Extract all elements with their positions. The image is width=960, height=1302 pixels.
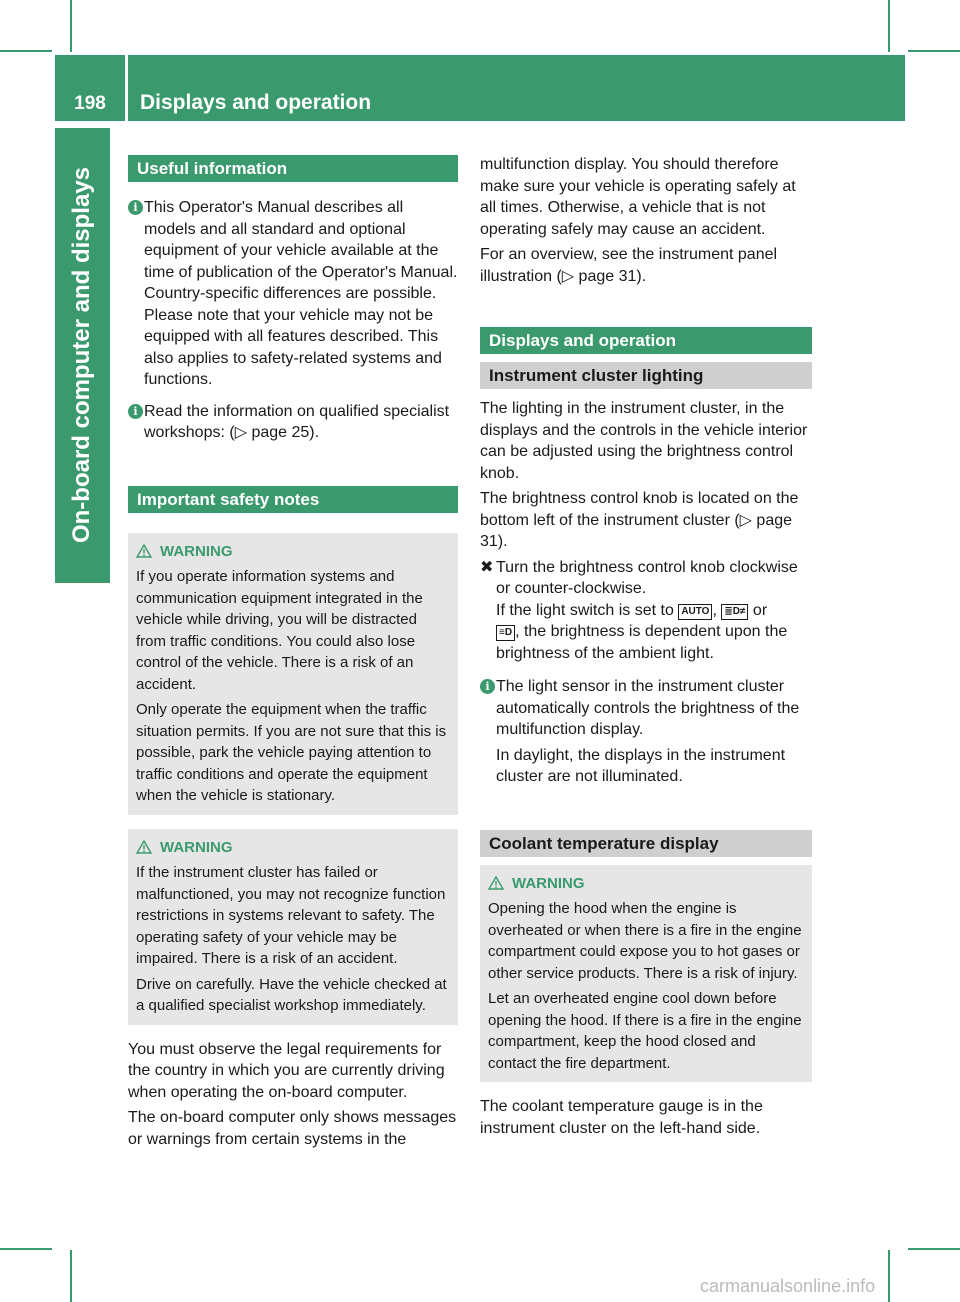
body-paragraph: You must observe the legal requirements for the country in which you are currently driving when operating the on-board computer. — [128, 1040, 445, 1101]
warning-triangle-icon — [488, 876, 504, 890]
warning-text: Drive on carefully. Have the vehicle checked at a qualified specialist workshop immediately. — [136, 975, 447, 1014]
warning-text: If the instrument cluster has failed or malfunctioned, you may not recognize function restrictions in systems relevant to safety. The operating safety of your vehicle may be impaired. There is a risk of an accident. — [136, 864, 446, 967]
info-note — [128, 197, 458, 391]
side-tab-label: On-board computer and displays — [68, 166, 95, 544]
crop-mark — [70, 1250, 72, 1302]
left-column — [128, 155, 458, 1154]
instruction-step: ✖ Turn the brightness control knob clockwise or counter-clockwise. If the light switch is set to AUTO , ≣D≠ or ≡D , the brightness is dependent upon the brightness of the ambient light. — [480, 558, 798, 662]
info-text: The light sensor in the instrument cluster automatically controls the brightness of the multifunction display. — [496, 678, 800, 738]
step-subtext: If the light switch is set to — [496, 601, 674, 619]
page-number: 198 — [74, 93, 106, 114]
info-icon: i — [480, 679, 495, 694]
info-icon: i — [128, 200, 143, 215]
section-heading-important-safety-notes: Important safety notes — [128, 486, 458, 513]
section-heading-useful-information: Useful information — [128, 155, 458, 182]
warning-triangle-icon — [136, 544, 152, 558]
section-heading-displays-and-operation: Displays and operation — [480, 327, 812, 354]
step-text: Turn the brightness control knob clockwise or counter-clockwise. — [496, 558, 798, 597]
warning-box — [480, 865, 812, 1083]
warning-title: WARNING — [136, 837, 450, 859]
crop-mark — [888, 1250, 890, 1302]
warning-text: Only operate the equipment when the traffic situation permits. If you are not sure that this is possible, park the vehicle paying attention to traffic conditions and operate the equipment when the vehicle is stationary. — [136, 701, 447, 804]
right-column — [480, 154, 812, 1143]
info-text: Read the information on qualified specialist workshops: (▷ page 25). — [144, 402, 450, 441]
step-arrow-icon: ✖ — [480, 558, 494, 576]
low-beam-symbol: ≡D — [496, 625, 515, 641]
warning-text: If you operate information systems and communication equipment integrated in the vehicle while driving, you will be distracted from traffic conditions. You could also lose control of the vehicle. There is a risk of an accident. — [136, 568, 423, 693]
page-header-title: Displays and operation — [140, 91, 372, 114]
crop-mark — [0, 1248, 52, 1250]
info-text: In daylight, the displays in the instrument cluster are not illuminated. — [496, 746, 786, 785]
subsection-heading-coolant-temperature-display: Coolant temperature display — [480, 830, 812, 857]
watermark: carmanualsonline.info — [700, 1276, 876, 1296]
warning-text: Let an overheated engine cool down before opening the hood. If there is a fire in the engine compartment, keep the hood closed and contact the fire department. — [488, 990, 802, 1072]
crop-mark — [908, 1248, 960, 1250]
body-paragraph: The coolant temperature gauge is in the instrument cluster on the left-hand side. — [480, 1098, 763, 1137]
crop-mark — [888, 0, 890, 52]
info-note — [480, 676, 812, 788]
body-paragraph: multifunction display. You should therefore make sure your vehicle is operating safely at all times. Otherwise, a vehicle that is not operating safely may cause an accident. — [480, 156, 796, 238]
step-subtext: , the brightness is dependent upon the brightness of the ambient light. — [496, 623, 788, 662]
warning-box — [128, 533, 458, 815]
warning-title: WARNING — [136, 541, 450, 563]
subsection-heading-instrument-cluster-lighting: Instrument cluster lighting — [480, 362, 812, 389]
warning-triangle-icon — [136, 840, 152, 854]
crop-mark — [70, 0, 72, 52]
warning-box — [128, 829, 458, 1025]
body-paragraph: The lighting in the instrument cluster, in the displays and the controls in the vehicle interior can be adjusted using the brightness control knob. — [480, 400, 808, 482]
auto-light-symbol: AUTO — [678, 604, 712, 620]
info-note — [128, 401, 458, 444]
warning-text: Opening the hood when the engine is overheated or when there is a fire in the engine compartment could expose you to hot gases or other service products. There is a risk of injury. — [488, 900, 802, 982]
crop-mark — [908, 50, 960, 52]
body-paragraph: The on-board computer only shows messages or warnings from certain systems in the — [128, 1109, 457, 1148]
warning-title: WARNING — [488, 873, 804, 895]
crop-mark — [0, 50, 52, 52]
info-icon: i — [128, 404, 143, 419]
parking-light-symbol: ≣D≠ — [721, 604, 748, 620]
header-divider — [125, 55, 128, 121]
info-text: This Operator's Manual describes all models and all standard and optional equipment of your vehicle available at the time of publication of the Operator's Manual. Country-specific differences are possible. Please note that your vehicle may not be equipped with all features described. This also applies to safety-related systems and functions. — [144, 199, 458, 388]
body-paragraph: The brightness control knob is located on the bottom left of the instrument cluster (▷ page 31). — [480, 490, 799, 550]
body-paragraph: For an overview, see the instrument panel illustration (▷ page 31). — [480, 246, 778, 285]
